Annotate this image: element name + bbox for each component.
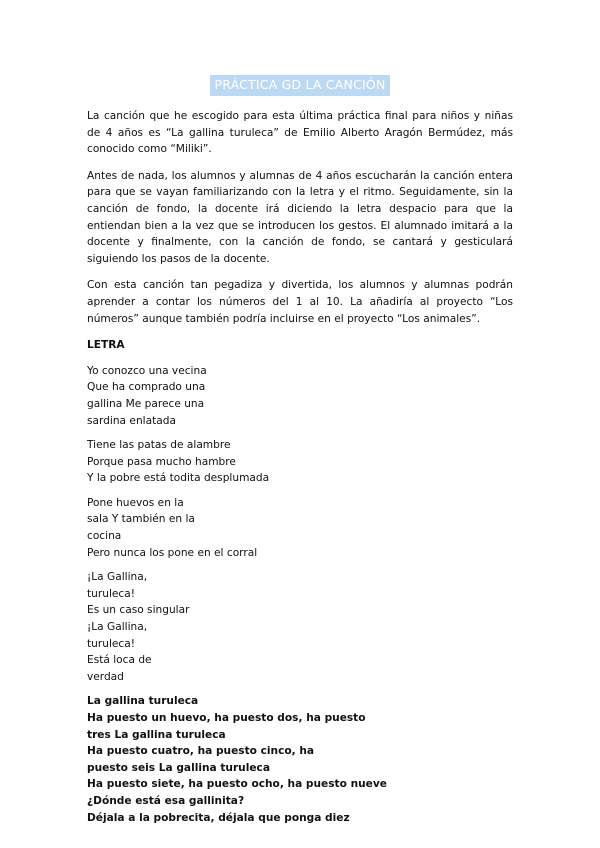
lyric-line: Tiene las patas de alambre [87, 439, 231, 452]
lyric-line: Está loca de [87, 654, 152, 667]
chorus-line: Déjala a la pobrecita, déjala que ponga diez [87, 811, 350, 824]
chorus-line: Ha puesto siete, ha puesto ocho, ha puesto nueve [87, 778, 387, 791]
lyric-line: Pero nunca los pone en el corral [87, 546, 258, 559]
chorus-line: tres La gallina turuleca [87, 728, 226, 741]
lyric-line: sala Y también en la [87, 513, 195, 526]
purpose-paragraph: Con esta canción tan pegadiza y divertida, los alumnos y alumnas podrán aprender a contar los números del 1 al 10. La añadiría al proyecto “Los números” aunque también podría incluirse en el proyecto “Los animales”. [87, 279, 513, 325]
chorus-line: puesto seis La gallina turuleca [87, 761, 270, 774]
lyric-line: Que ha comprado una [87, 381, 206, 394]
chorus-line: ¿Dónde está esa gallinita? [87, 794, 245, 807]
lyric-line: turuleca! [87, 587, 135, 600]
page-title: PRÁCTICA GD LA CANCIÓN [210, 75, 389, 96]
lyric-line: Es un caso singular [87, 604, 190, 617]
lyric-line: Y la pobre está todita desplumada [87, 472, 270, 485]
lyric-line: gallina Me parece una [87, 397, 205, 410]
method-paragraph: Antes de nada, los alumnos y alumnas de 4 años escucharán la canción entera para que se vayan familiarizando con la letra y el ritmo. Seguidamente, sin la canción de fondo, la docente irá diciendo la letra despacio para que la entiendan bien a la vez que se introducen los gestos. El alumnado imitará a la docente y finalmente, con la canción de fondo, se cantará y gesticulará siguiendo los pasos de la docente. [87, 169, 513, 265]
chorus-line: Ha puesto un huevo, ha puesto dos, ha puesto [87, 712, 366, 724]
lyric-line: sardina enlatada [87, 414, 176, 427]
lyrics-stanza-1 [87, 363, 513, 429]
lyric-line: Porque pasa mucho hambre [87, 455, 236, 468]
document-body [87, 108, 513, 834]
lyric-line: verdad [87, 670, 124, 683]
lyric-line: turuleca! [87, 637, 135, 650]
lyrics-stanza-3 [87, 495, 513, 561]
title-container [0, 74, 600, 96]
lyric-line: Pone huevos en la [87, 496, 184, 509]
lyrics-stanza-4 [87, 569, 513, 685]
lyrics-heading: LETRA [87, 339, 125, 352]
lyric-line: ¡La Gallina, [87, 571, 148, 584]
chorus-line: La gallina turuleca [87, 695, 199, 708]
lyrics-chorus [87, 693, 513, 826]
lyric-line: Yo conozco una vecina [87, 364, 207, 377]
lyric-line: cocina [87, 530, 122, 543]
chorus-line: Ha puesto cuatro, ha puesto cinco, ha [87, 745, 315, 758]
lyric-line: ¡La Gallina, [87, 621, 148, 634]
lyrics-stanza-2 [87, 437, 513, 487]
intro-paragraph: La canción que he escogido para esta última práctica final para niños y niñas de 4 años es “La gallina turuleca” de Emilio Alberto Aragón Bermúdez, más conocido como “Miliki”. [87, 110, 513, 156]
